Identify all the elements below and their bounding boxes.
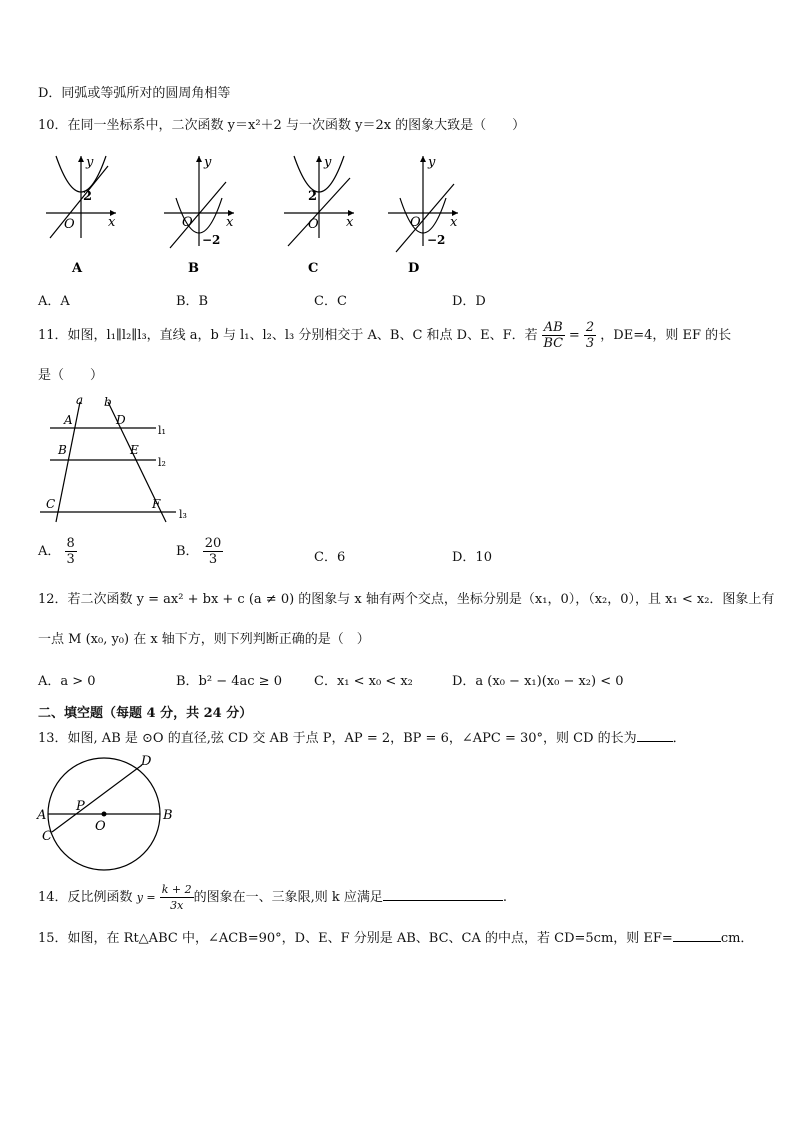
q12-stem-b: 一点 M (x₀, y₀) 在 x 轴下方，则下列判断正确的是（ ） [38,632,370,647]
q10-b-ymark: −2 [202,233,221,247]
q14-fraction [160,882,194,913]
q14-frac-num: k + 2 [161,883,192,896]
q13-fig-P: P [76,799,85,814]
q11-option-d[interactable]: D．10 [452,550,492,565]
q11-frac-num: AB [543,320,563,335]
q10-stem: 10．在同一坐标系中，二次函数 y＝x²＋2 与一次函数 y＝2x 的图象大致是（ ） [38,118,526,133]
q13-fig-B: B [163,808,173,823]
q11-opt-b-frac [203,536,224,567]
q13-fig-D: D [141,754,152,769]
q10-a-origin: O [64,217,75,232]
q12-option-a[interactable]: A．a > 0 [38,674,96,689]
q12-stem-a: 12．若二次函数 y = ax² + bx + c (a ≠ 0) 的图象与 x 轴有两个交点，坐标分别是（x₁，0），（x₂，0），且 x₁ < x₂．图象上有 [38,592,775,607]
q14-y-eq: y = [136,891,156,904]
q11-frac-den: BC [543,336,564,351]
q10-a-axis-y: y [86,155,94,170]
q10-d-label: D [408,261,420,276]
q10-graphs [36,148,476,278]
q11-fig-E: E [130,443,139,457]
q15-line [38,927,753,946]
q11-opt-a-prefix: A． [38,544,61,559]
q12-option-c[interactable]: C．x₁ < x₀ < x₂ [314,674,413,689]
q11-fig-A: A [64,413,73,427]
q10-option-b[interactable]: B．B [176,294,209,309]
q10-c-label: C [308,261,319,276]
q11-stem-line1 [38,320,731,351]
q12-option-d[interactable]: D．a (x₀ − x₁)(x₀ − x₂) < 0 [452,674,624,689]
q11-fig-D: D [116,413,126,427]
q11-fig-a: a [76,394,84,407]
q13-stem: 13．如图, AB 是 ⊙O 的直径,弦 CD 交 AB 于点 P，AP = 2，BP = 6，∠APC = 30°，则 CD 的长为 [38,731,637,746]
q10-d-axis-y: y [428,155,436,170]
q14-answer-blank[interactable] [383,887,503,901]
q11-opt-a-den: 3 [66,552,75,567]
section-2-title: 二、填空题（每题 4 分，共 24 分） [38,706,253,721]
q10-d-axis-x: x [450,215,458,230]
q11-option-b[interactable] [176,536,223,567]
q10-c-origin: O [308,217,319,232]
q10-b-label: B [188,261,199,276]
q11-figure [36,394,206,526]
q11-fig-b: b [104,395,112,409]
q10-a-ymark: 2 [83,189,93,204]
q14-stem-b: 的图象在一、三象限,则 k 应满足 [193,890,383,905]
q12-options [38,670,758,690]
q13-figure [34,752,184,874]
q11-fig-F: F [152,497,161,511]
q10-c-ymark: 2 [308,189,318,204]
q11-opt-a-num: 8 [66,536,75,551]
q10-b-axis-y: y [204,155,212,170]
q11-option-a[interactable] [38,536,77,567]
q10-d-ymark: −2 [427,233,446,247]
q11-fig-l2: l₂ [158,456,166,469]
q10-option-a[interactable]: A．A [38,294,70,309]
q11-fraction-ab-bc [542,320,565,351]
q10-graph-a [46,155,116,276]
q15-answer-blank[interactable] [673,928,721,942]
q10-b-axis-x: x [226,215,234,230]
q11-stem-c: 是（ ） [38,368,104,383]
q13-end: ． [672,731,686,746]
q11-opt-b-num: 20 [204,536,222,551]
q10-option-d[interactable]: D．D [452,294,486,309]
q11-stem-b: ，DE=4，则 EF 的长 [600,328,732,343]
q11-val-num: 2 [585,320,595,335]
q14-stem-a: 14．反比例函数 [38,890,133,905]
q12-option-b[interactable]: B．b² − 4ac ≥ 0 [176,674,282,689]
q14-frac-den: 3x [170,899,184,912]
q15-stem: 15．如图，在 Rt△ABC 中，∠ACB=90°，D、E、F 分别是 AB、BC、CA 的中点，若 CD=5cm，则 EF= [38,931,673,946]
q11-fig-l3: l₃ [179,508,187,521]
q13-line [38,727,686,746]
q14-line [38,882,507,913]
q14-end: . [502,890,508,905]
q10-graph-b [164,155,234,276]
q13-answer-blank[interactable] [637,728,673,742]
q11-val-den: 3 [585,336,595,351]
q11-fig-B: B [58,443,67,457]
q15-end: cm． [720,931,754,946]
q11-option-c[interactable]: C．6 [314,550,346,565]
q10-b-origin: O [182,215,193,230]
q10-c-axis-x: x [346,215,354,230]
q9-option-d: D．同弧或等弧所对的圆周角相等 [38,86,231,101]
q11-opt-b-prefix: B． [176,544,199,559]
q10-graph-c [284,155,354,276]
q11-opt-a-frac [65,536,77,567]
q13-fig-C: C [42,829,52,844]
q11-stem-a: 11．如图，l₁∥l₂∥l₃，直线 a，b 与 l₁、l₂、l₃ 分别相交于 A、B、C 和点 D、E、F．若 [38,328,538,343]
q11-opt-b-den: 3 [208,552,218,567]
q10-a-axis-x: x [108,215,116,230]
q11-fraction-value [584,320,596,351]
q11-options [38,536,758,576]
q13-fig-O: O [95,819,106,834]
q10-graph-d [388,155,458,276]
q10-d-origin: O [410,215,421,230]
q13-fig-A: A [37,808,47,823]
q10-options [38,290,758,310]
q11-eq: = [568,328,580,343]
q11-fig-C: C [46,497,56,511]
q10-option-c[interactable]: C．C [314,294,347,309]
q10-a-label: A [72,261,83,276]
q11-fig-l1: l₁ [158,424,166,437]
q10-c-axis-y: y [324,155,332,170]
